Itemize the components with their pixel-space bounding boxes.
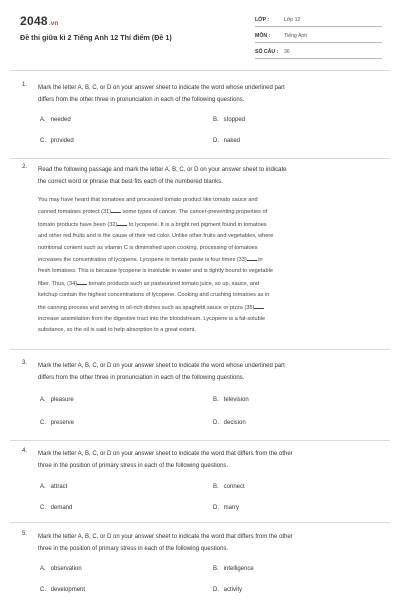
divider [10,70,390,71]
option-d[interactable] [213,587,242,593]
passage-line: and other red fruits and is the cause of their red color. Unlike other fruits and vegetables, where [38,233,274,240]
passage-text: increases the concentration of lycopene. Lycopene in tomato paste is four times (33) [38,257,247,264]
prompt-line: Mark the letter A, B, C, or D on your answer sheet to indicate the word whose underlined part [38,85,285,91]
option-a[interactable] [40,566,82,572]
option-c[interactable] [40,587,85,593]
option-text: demand [50,505,73,511]
passage-text: tomato products such as pasteurized tomato juice, so up, sauce, and [87,280,260,287]
option-text: decision [223,420,246,426]
question-prompt [38,164,383,188]
blank-31 [111,206,121,213]
passage-text: in [256,257,263,264]
question-prompt [38,82,383,106]
passage-line [38,302,383,314]
prompt-line: Read the following passage and mark the letter A, B, C, or D on your answer sheet to indicate [38,167,287,173]
prompt-line: Mark the letter A, B, C, or D on your answer sheet to indicate the word whose underlined part [38,363,285,369]
passage-line: You may have heard that tomatoes and processed tomato product like tomato sauce and [38,197,258,203]
option-text: attract [50,484,68,490]
page-header [0,0,400,70]
exam-meta [255,17,382,65]
option-text: development [50,587,86,593]
option-b[interactable] [213,117,245,123]
passage-line: fresh tomatoes. This is because lycopene is insoluble in water and is tightly bound to vegetable [38,268,273,275]
question-prompt [38,531,383,555]
meta-label: SỐ CÂU : [255,49,279,55]
passage-line: ketchup contain the highest concentrations of lycopene. Cooking and crushing tomatoes as in [38,292,270,299]
meta-label: MÔN : [255,33,271,39]
passage-text: fiber. Thus, (34) [38,280,78,287]
blank-35 [254,302,264,309]
prompt-line: three in the position of primary stress in each of the following questions. [38,463,229,469]
passage-line: nutritional content such as vitamin C is diminished upon cooking, processing of tomatoes [38,244,258,251]
option-d[interactable] [213,138,240,144]
divider [10,522,390,523]
passage-line [38,206,383,218]
option-letter: D. [213,420,219,426]
option-text: observation [50,566,82,572]
blank-33 [247,254,257,261]
option-text: provided [50,138,74,144]
option-letter: B. [213,397,219,403]
option-text: stopped [223,117,246,123]
blank-32 [117,219,127,226]
passage-line [38,219,383,231]
question-prompt [38,360,383,384]
question-number: 1. [22,82,28,88]
option-text: preserve [50,420,75,426]
option-text: intelligence [223,566,254,572]
option-b[interactable] [213,397,249,403]
question-number: 5. [22,531,28,537]
option-letter: A. [40,117,46,123]
option-a[interactable] [40,397,74,403]
divider [10,349,390,350]
option-text: needed [50,117,71,123]
passage-line: increase assimilation from the digestive tract into the bloodstream. Lycopene is a fat-soluble [38,316,266,323]
meta-row-class [255,17,382,27]
option-text: television [223,397,249,403]
meta-value: Tiếng Anh [284,33,308,39]
blank-34 [77,278,87,285]
option-letter: A. [40,484,46,490]
meta-value: Lớp 12 [284,17,301,23]
passage-line [38,254,383,266]
option-a[interactable] [40,117,71,123]
prompt-line: differs from the other three in pronunciation in each of the following questions. [38,375,245,381]
meta-row-subject [255,33,382,43]
passage-text: tomato products have been (32) [38,221,118,228]
question-number: 2. [22,164,28,170]
prompt-line: Mark the letter A, B, C, or D on your answer sheet to indicate the word that differs from the other [38,451,293,457]
divider [10,440,390,441]
option-c[interactable] [40,138,74,144]
prompt-line: three in the position of primary stress in each of the following questions. [38,546,229,552]
option-letter: C. [40,420,46,426]
option-a[interactable] [40,484,67,490]
option-letter: C. [40,505,46,511]
option-text: connect [223,484,245,490]
site-logo[interactable] [20,14,58,28]
meta-value: 36 [284,49,290,55]
option-letter: C. [40,138,46,144]
meta-row-count [255,49,382,59]
passage-text: some types of cancer. The cancer-preventing properties of [121,209,268,216]
prompt-line: Mark the letter A, B, C, or D on your answer sheet to indicate the word that differs from the other [38,534,293,540]
passage-text: the canning process and serving in oil-rich dishes such as spaghetti sauce or pizza (35) [38,304,255,311]
prompt-line: the correct word or phrase that best fits each of the numbered blanks. [38,179,223,185]
question-number: 4. [22,448,28,454]
divider [10,158,390,159]
option-letter: D. [213,505,219,511]
question-prompt [38,448,383,472]
option-letter: B. [213,117,219,123]
option-d[interactable] [213,420,246,426]
option-text: marry [223,505,240,511]
logo-text: 2048 [20,14,48,28]
option-c[interactable] [40,420,74,426]
option-b[interactable] [213,484,245,490]
option-letter: B. [213,484,219,490]
option-letter: B. [213,566,219,572]
passage-line: substance, so the oil is said to help absorption to a great extent. [38,327,196,334]
option-b[interactable] [213,566,254,572]
option-d[interactable] [213,505,239,511]
option-letter: C. [40,587,46,593]
passage-text: to lycopene. It is a bright red pigment found in tomatoes [127,221,267,228]
option-letter: D. [213,138,219,144]
exam-title: Đề thi giữa kì 2 Tiếng Anh 12 Thí điểm (Đề 1) [20,33,172,42]
question-number: 3. [22,360,28,366]
option-letter: D. [213,587,219,593]
option-text: pleasure [50,397,74,403]
passage-text: canned tomatoes protect (31) [38,209,112,216]
option-letter: A. [40,397,46,403]
reading-passage [38,195,383,337]
meta-label: LỚP : [255,17,270,23]
option-c[interactable] [40,505,72,511]
option-text: naked [223,138,241,144]
passage-line [38,278,383,290]
option-letter: A. [40,566,46,572]
option-text: activity [223,587,243,593]
prompt-line: differs from the other three in pronunciation in each of the following questions. [38,97,245,103]
logo-suffix: .vn [48,21,59,27]
